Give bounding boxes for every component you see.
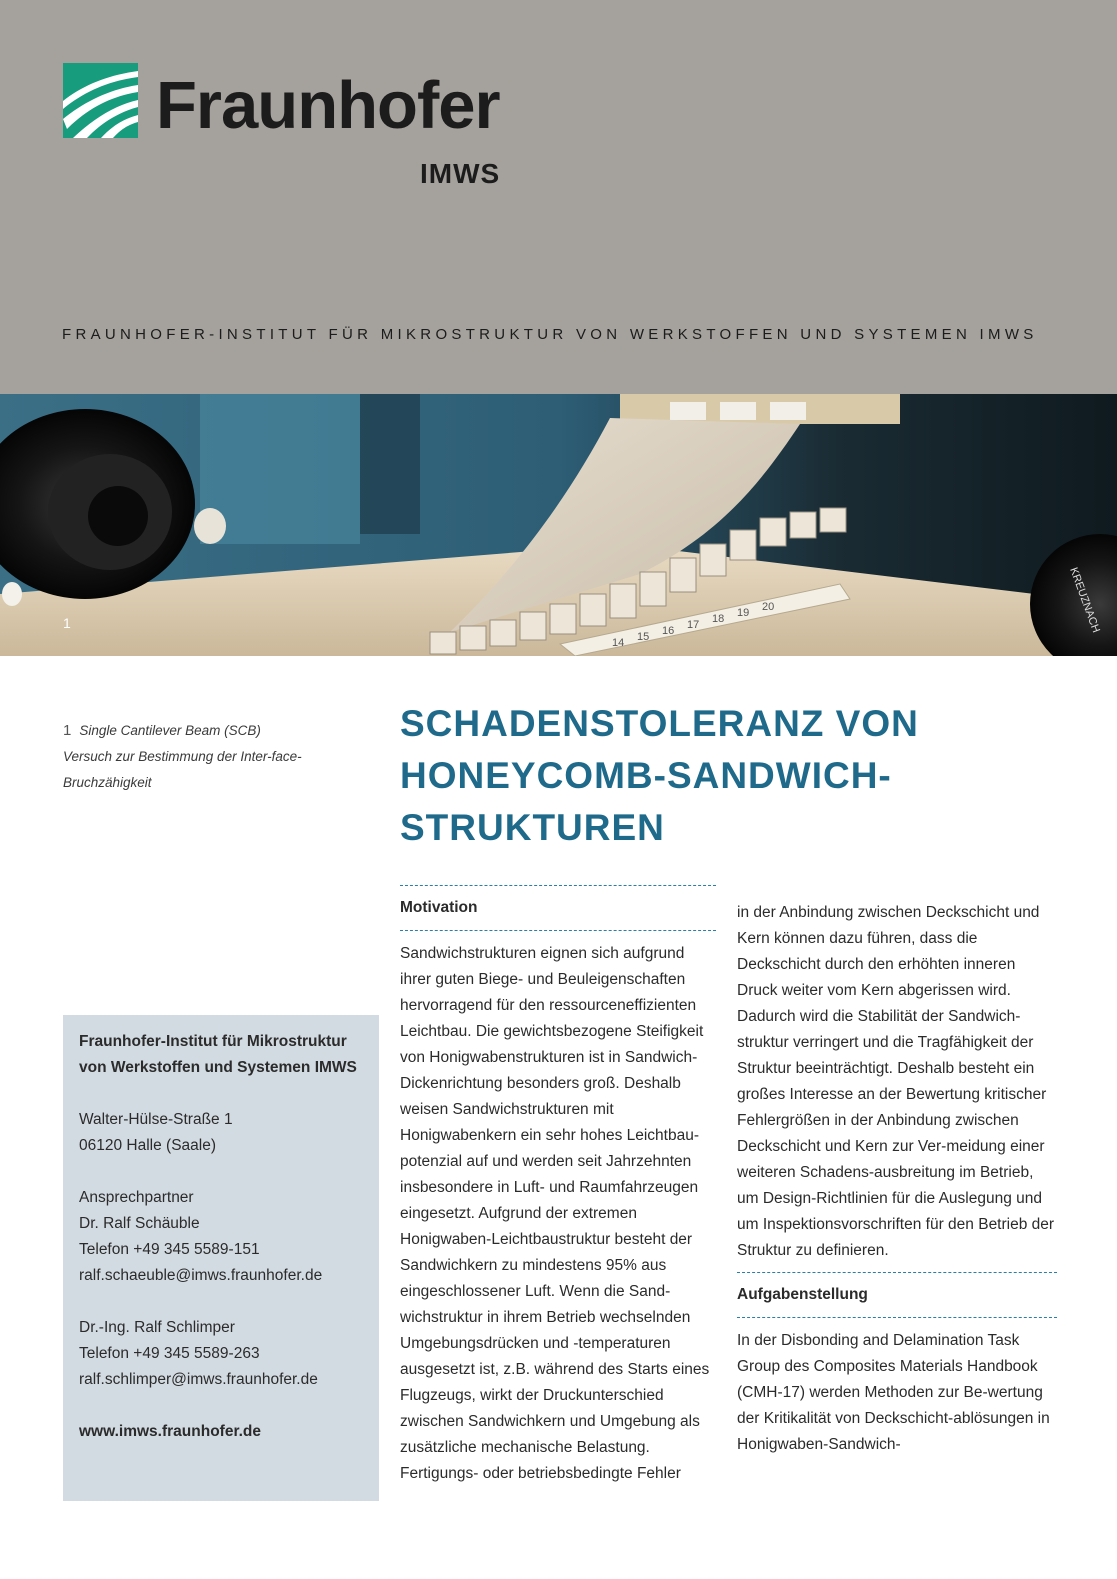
motivation-text-continued: in der Anbindung zwischen Deckschicht und Kern können dazu führen, dass die Deckschicht durch den erhöhten inneren Druck weiter vom Kern abgerissen wird. Dadurch wird die Stabilität der Sandwich-struktur verringert und die Tragfähigkeit der Struktur beeinträchtigt. Deshalb besteht ein großes Interesse an der Bewertung kritischer Fehlergrößen in der Anbindung zwischen Deckschicht und Kern zur Ver-meidung einer weiteren Schadens-ausbreitung im Betrieb, um Design-Richtlinien für die Auslegung und um Inspektionsvorschriften für den Betrieb der Struktur zu definieren.: [737, 904, 1055, 1259]
title-line: SCHADENSTOLERANZ VON: [400, 703, 919, 744]
title-line: HONEYCOMB-SANDWICH-: [400, 755, 892, 796]
ruler-number: 18: [712, 613, 725, 625]
ruler-number: 15: [637, 631, 650, 643]
header-band: [0, 0, 1117, 394]
contact-name: Dr.-Ing. Ralf Schlimper: [79, 1319, 235, 1336]
ruler-number: 20: [762, 601, 775, 613]
photo-number: 1: [63, 615, 71, 631]
ruler-number: 19: [737, 607, 750, 619]
motivation-text: Sandwichstrukturen eignen sich aufgrund ihrer guten Biege- und Beuleigenschaften hervorragend für den ressourceneffizienten Leichtbau. Die gewichtsbezogene Steifigkeit von Honigwabenstrukturen ist in Sandwich-Dickenrichtung besonders groß. Deshalb weisen Sandwichstrukturen mit Honigwabenkern ein sehr hohes Leichtbau-potenzial auf und werden seit Jahrzehnten insbesondere in Luft- und Raumfahrzeugen eingesetzt. Aufgrund der extremen Honigwaben-Leichtbaustruktur besteht der Sandwichkern zu mindestens 95% aus eingeschlossener Luft. Wenn die Sand-wichstruktur in ihrem Betrieb wechselnden Umgebungsdrücken und -temperaturen ausgesetzt ist, z.B. während des Starts eines Flugzeugs, wirkt der Druckunterschied zwischen Sandwichkern und Umgebung als zusätzliche mechanische Belastung. Fertigungs- oder betriebsbedingte Fehler: [400, 945, 710, 1482]
contact-info-box: [63, 1015, 379, 1501]
motivation-heading: Motivation: [400, 885, 716, 931]
logo-institute-abbr: IMWS: [420, 158, 501, 189]
logo-wordmark: Fraunhofer: [156, 68, 500, 143]
page-title: [400, 698, 1080, 854]
institute-name: Fraunhofer-Institut für Mikrostruktur von Werkstoffen und Systemen IMWS: [79, 1033, 357, 1076]
contact-person-2: [79, 1315, 363, 1393]
fraunhofer-logo-icon: [63, 63, 138, 138]
contact-name: Dr. Ralf Schäuble: [79, 1215, 200, 1232]
contact-email[interactable]: ralf.schlimper@imws.fraunhofer.de: [79, 1371, 318, 1388]
ruler-number: 14: [612, 637, 625, 649]
task-text: In der Disbonding and Delamination Task Group des Composites Materials Handbook (CMH-17) werden Methoden zur Be-wertung der Kritikalität von Deckschicht-ablösungen in Honigwaben-Sandwich-: [737, 1332, 1050, 1453]
test-setup-photo: [0, 394, 1117, 656]
contact-person-1: [79, 1185, 363, 1289]
ruler-number: 16: [662, 625, 675, 637]
contact-label: Ansprechpartner: [79, 1189, 194, 1206]
caption-text: Single Cantilever Beam (SCB) Versuch zur Bestimmung der Inter-face-Bruchzähigkeit: [63, 723, 302, 790]
title-line: STRUKTUREN: [400, 807, 665, 848]
caption-number: 1: [63, 722, 72, 739]
website-link[interactable]: www.imws.fraunhofer.de: [79, 1423, 262, 1440]
address-street: Walter-Hülse-Straße 1: [79, 1111, 233, 1128]
contact-email[interactable]: ralf.schaeuble@imws.fraunhofer.de: [79, 1267, 323, 1284]
ruler-number: 17: [687, 619, 700, 631]
contact-phone: Telefon +49 345 5589-151: [79, 1241, 260, 1258]
photo-caption: [63, 718, 313, 796]
body-column-2: [737, 900, 1057, 1458]
institute-name-line: FRAUNHOFER-INSTITUT FÜR MIKROSTRUKTUR VON WERKSTOFFEN UND SYSTEMEN IMWS: [62, 326, 1038, 343]
lens-label: KREUZNACH: [1067, 565, 1102, 635]
address: [79, 1107, 363, 1159]
task-heading: Aufgabenstellung: [737, 1272, 1057, 1318]
address-city: 06120 Halle (Saale): [79, 1137, 217, 1154]
body-column-1: [400, 885, 716, 1487]
contact-phone: Telefon +49 345 5589-263: [79, 1345, 260, 1362]
